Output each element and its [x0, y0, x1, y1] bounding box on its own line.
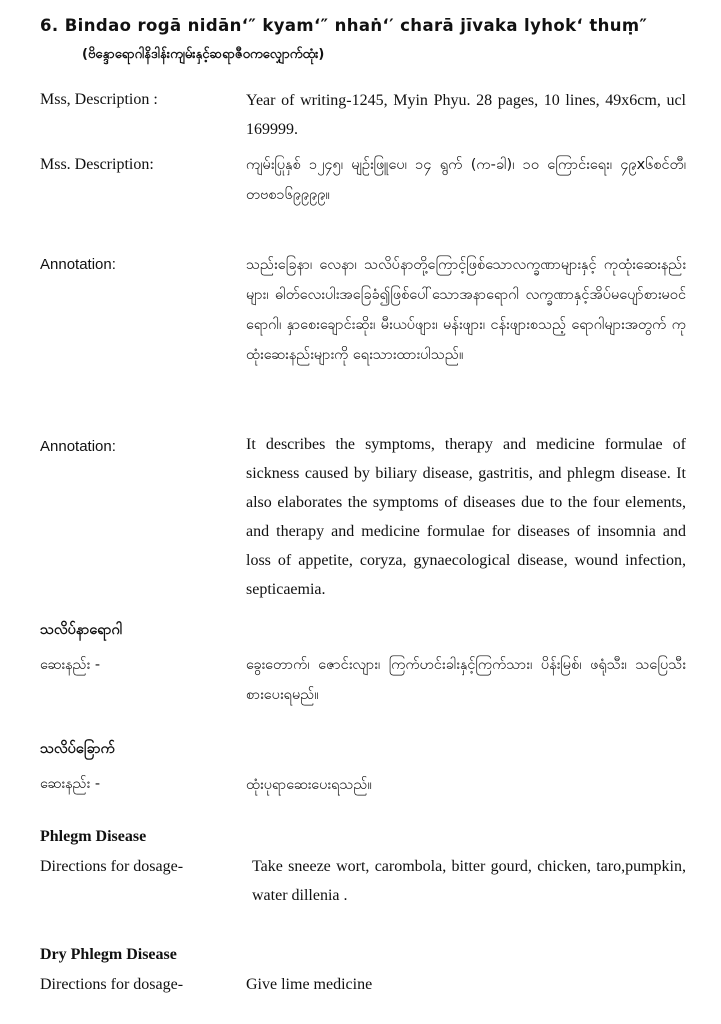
section-heading: Phlegm Disease: [40, 828, 147, 845]
section-label: ဆေးနည်း -: [40, 776, 101, 792]
page-title: 6. Bindao rogā nidān‘″ kyam‘″ nhaṅ‘′ charā jīvaka lyhok‘ thuṃ″: [40, 16, 648, 35]
section-heading: သလိပ်ခြောက်: [40, 741, 115, 757]
page-subtitle-burmese: (ဗိန္ဒောရောဂါနိဒါန်းကျမ်းနှင့်ဆရာဇီဝကလျှောက်ထုံး): [82, 47, 325, 62]
section-heading: Dry Phlegm Disease: [40, 946, 177, 963]
section-value: ခွေးတောက်၊ ဇောင်းလျား၊ ကြက်ဟင်းခါးနှင့်ကြက်သား၊ ပိန်းမြစ်၊ ဖရုံသီး၊ သပြေသီး စားပေးရမည်။: [246, 657, 686, 703]
section-label: Directions for dosage-: [40, 858, 184, 875]
entry-value: Year of writing-1245, Myin Phyu. 28 pages, 10 lines, 49x6cm, ucl 169999.: [246, 92, 686, 138]
section-value: ထုံးပုရာဆေးပေးရသည်။: [246, 777, 372, 793]
section-heading: သလိပ်နာရောဂါ: [40, 622, 123, 638]
entry-label: Mss. Description:: [40, 156, 154, 173]
entry-value-burmese: သည်းခြေနာ၊ လေနာ၊ သလိပ်နာတို့ကြောင့်ဖြစ်သောလက္ခဏာများနှင့် ကုထုံးဆေးနည်းများ၊ ဓါတ်လေးပါးအခြေခံ၍ဖြစ်ပေါ်သောအနာရောဂါ လက္ခဏာနှင့်အိပ်မပျော်စားမဝင်ရောဂါ၊ နှာစေးချောင်းဆိုး၊ မီးယပ်ဖျား၊ မန်းဖျား၊ ငန်းဖျားစသည့် ရောဂါများအတွက် ကုထုံးဆေးနည်းများကို ရေးသားထားပါသည်။: [246, 257, 686, 363]
entry-value: It describes the symptoms, therapy and medicine formulae of sickness caused by biliary disease, gastritis, and phlegm disease. It also elaborates the symptoms of diseases due to the four elements, and therapy and medicine formulae for diseases of insomnia and loss of appetite, coryza, gynaecological disease, wound infection, septicaemia.: [246, 436, 686, 598]
entry-label: Annotation:: [40, 438, 116, 455]
entry-label: Mss, Description :: [40, 91, 158, 108]
section-value: Take sneeze wort, carombola, bitter gourd, chicken, taro,pumpkin, water dillenia .: [252, 858, 686, 904]
section-value: Give lime medicine: [246, 976, 373, 993]
section-label: Directions for dosage-: [40, 976, 184, 993]
entry-value-burmese: ကျမ်းပြုနှစ် ၁၂၄၅၊ မျဉ်းဖြူပေ၊ ၁၄ ရွက် (က-ခါ)၊ ၁၀ ကြောင်းရေး၊ ၄၉x၆စင်တီ၊ တဗစ၁၆၉၉၉၉။: [246, 157, 686, 203]
entry-label: Annotation:: [40, 256, 116, 273]
section-label: ဆေးနည်း -: [40, 657, 101, 673]
